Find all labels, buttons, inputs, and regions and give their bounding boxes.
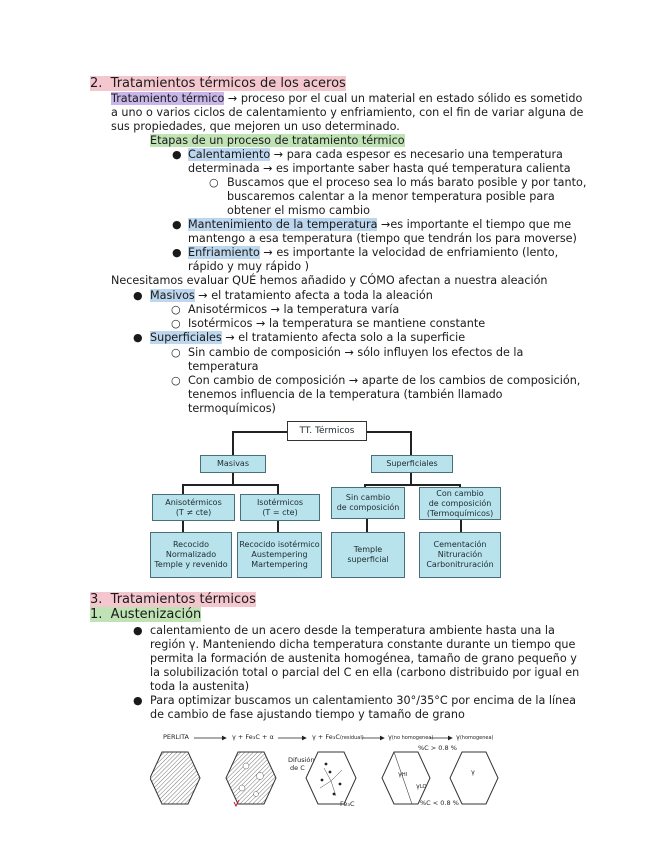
austenizacion-b1-line-2: región γ. Manteniendo dicha temperatura constante durante un tiempo que [150,638,576,651]
node-superficiales: Superficiales [371,455,453,473]
bullet-dot: ● [133,289,143,302]
calentamiento-line-1: Calentamiento → para cada espesor es necesario una temperatura [188,148,563,161]
hex-homogenea [450,752,498,804]
label-stage-3: γ + Fe₃C(residual) [312,733,364,741]
bullet-circle: ○ [171,317,181,330]
calentamiento-sub-3: obtener el mismo cambio [227,204,370,217]
node-sin-cambio: Sin cambio de composición [331,487,405,519]
label-difusion: Difusión [288,756,315,764]
connector [277,484,279,494]
bullet-circle: ○ [171,346,181,359]
con-cambio-line-3: termoquímicos) [188,402,276,415]
calentamiento-line-2: determinada → es importante saber hasta qué temperatura calienta [188,162,571,175]
austenite-nucleus [257,773,264,780]
node-isotermicos: Isotérmicos (T = cte) [240,494,320,521]
con-cambio-line-1: Con cambio de composición → aparte de los cambios de composición, [188,374,581,387]
austenizacion-b1-line-4: la solubilización total o parcial del C en ella (carbono distribuido por igual en [150,666,580,679]
section-2-heading: 2. Tratamientos térmicos de los aceros [90,76,346,91]
calentamiento-sub-2: buscaremos calentar a la menor temperatura posible para [227,190,555,203]
label-gamma-5: γ [471,768,475,776]
node-leaf-con-cambio: Cementación Nitruración Carbonitruración [419,532,501,578]
label-difusion-c: de C [290,764,305,772]
connector [366,431,411,433]
connector [182,520,184,532]
bullet-dot: ● [172,148,182,161]
isotermicos-line: Isotérmicos → la temperatura se mantiene constante [188,317,486,330]
node-leaf-sin-cambio: Temple superficial [331,532,405,578]
label-perlita: PERLITA [163,733,189,741]
node-root: TT. Térmicos [287,421,367,441]
node-leaf-anisotermicos: Recocido Normalizado Temple y revenido [150,532,232,578]
connector [182,484,184,494]
sin-cambio-line-1: Sin cambio de composición → sólo influyen los efectos de la [188,346,524,359]
label-pct-hi: %C > 0.8 % [418,744,457,752]
bullet-dot: ● [133,694,143,707]
austenite-nucleus [243,763,249,769]
label-gamma-lo: γLO [416,782,427,790]
calentamiento-sub-1: Buscamos que el proceso sea lo más barato posible y por tanto, [227,176,587,189]
evaluate-line: Necesitamos evaluar QUÉ hemos añadido y CÓMO afectan a nuestra aleación [111,274,548,287]
enfriamiento-line-2: rápido y muy rápido ) [188,260,310,273]
austenite-nucleus [254,792,259,797]
term-mantenimiento: Mantenimiento de la temperatura [188,218,378,231]
node-anisotermicos: Anisotérmicos (T ≠ cte) [152,494,235,521]
austenizacion-b1-line-3: permita la formación de austenita homogénea, tamaño de grano pequeño y [150,652,577,665]
bullet-circle: ○ [209,176,219,189]
connector [232,431,234,455]
bullet-dot: ● [133,331,143,344]
label-pct-lo: %C < 0.8 % [420,799,459,807]
bullet-dot: ● [133,624,143,637]
sin-cambio-line-2: temperatura [188,360,259,373]
austenizacion-b1-line-1: calentamiento de un acero desde la temperatura ambiente hasta una la [150,624,555,637]
connector [182,484,278,486]
label-stage-2: γ + Fe₃C + α [232,733,274,741]
node-con-cambio: Con cambio de composición (Termoquímicos) [419,487,501,520]
label-stage-5: γ(homogenea) [456,733,494,741]
superficiales-line: Superficiales → el tratamiento afecta solo a la superficie [150,331,466,344]
austenite-nucleus [239,785,245,791]
stages-heading: Etapas de un proceso de tratamiento térmico [150,134,405,147]
definition-line-1: Tratamiento térmico → proceso por el cual un material en estado sólido es sometido [111,92,583,105]
node-leaf-isotermicos: Recocido isotérmico Austempering Martempering [237,532,322,578]
hex-transition [226,752,276,804]
connector [410,431,412,455]
enfriamiento-line-1: Enfriamiento → es importante la velocidad de enfriamiento (lento, [188,246,559,259]
connector [366,518,368,532]
bullet-dot: ● [172,218,182,231]
term-enfriamiento: Enfriamiento [188,246,260,259]
connector [364,484,460,486]
masivos-line: Masivos → el tratamiento afecta a toda la aleación [150,289,433,302]
bullet-circle: ○ [171,303,181,316]
label-fe3c: Fe₃C [340,800,355,808]
connector [232,431,287,433]
term-tratamiento-termico: Tratamiento térmico [111,92,225,105]
section-3-heading: 3. Tratamientos térmicos [90,592,256,607]
austenizacion-b1-line-5: toda la austenita) [150,680,250,693]
term-superficiales: Superficiales [150,331,222,344]
anisotermicos-line: Anisotérmicos → la temperatura varía [188,303,400,316]
definition-line-3: sus propiedades, que mejoren un uso determinado. [111,120,400,133]
austenizacion-heading: 1. Austenización [90,607,202,622]
con-cambio-line-2: tenemos influencia de la temperatura (también llamado [188,388,503,401]
bullet-dot: ● [172,246,182,259]
bullet-circle: ○ [171,374,181,387]
node-masivas: Masivas [200,455,266,473]
definition-line-2: a uno o varios ciclos de calentamiento y enfriamiento, con el fin de variar alguna de [111,106,584,119]
connector [460,520,462,532]
hex-perlita [150,752,200,804]
term-masivos: Masivos [150,289,195,302]
mantenimiento-line-1: Mantenimiento de la temperatura →es importante el tiempo que me [188,218,572,231]
connector [277,520,279,532]
label-gamma-hi: γHI [398,770,408,778]
mantenimiento-line-2: mantengo a esa temperatura (tiempo que tendrán los para moverse) [188,232,577,245]
term-calentamiento: Calentamiento [188,148,271,161]
label-stage-4: γ(no homogenea) [388,733,434,741]
austenizacion-b2-line-2: de cambio de fase ajustando tiempo y tamaño de grano [150,708,465,721]
austenizacion-b2-line-1: Para optimizar buscamos un calentamiento 30°/35°C por encima de la línea [150,694,576,707]
